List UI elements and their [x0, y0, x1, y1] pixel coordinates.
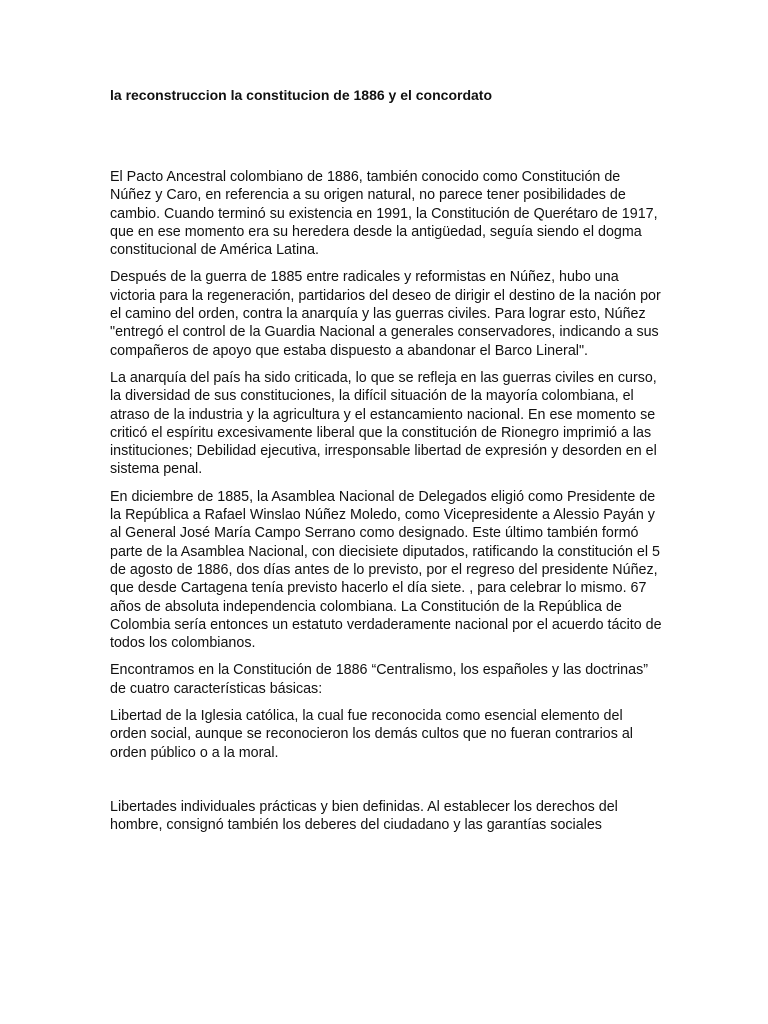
paragraph-guerra-1885: Después de la guerra de 1885 entre radicales y reformistas en Núñez, hubo una victoria para la regeneración, partidarios del deseo de dirigir el destino de la nación por el camino del orden, contra la anarquía y las guerras civiles. Para lograr esto, Núñez "entregó el control de la Guardia Nacional a generales conservadores, indicando a sus compañeros de apoyo que estaba dispuesto a abandonar el Barco Lineral".: [110, 269, 661, 359]
paragraph-anarquia: La anarquía del país ha sido criticada, lo que se refleja en las guerras civiles en curso, la diversidad de sus constituciones, la difícil situación de la mayoría colombiana, el atraso de la industria y la agricultura y el estancamiento nacional. En ese momento se criticó el espíritu excesivamente liberal que la constitución de Rionegro imprimió a las instituciones; Debilidad ejecutiva, irresponsable libertad de expresión y desorden en el sistema penal.: [110, 369, 657, 478]
paragraph-iglesia-catolica: Libertad de la Iglesia católica, la cual fue reconocida como esencial elemento del orden social, aunque se reconocieron los demás cultos que no fueran contrarios al orden público o a la moral.: [110, 708, 633, 761]
paragraph-libertades-individuales: Libertades individuales prácticas y bien definidas. Al establecer los derechos del hombre, consignó también los deberes del ciudadano y las garantías sociales: [110, 798, 618, 834]
document-body: [110, 168, 662, 844]
paragraph-caracteristicas-basicas: Encontramos en la Constitución de 1886 “Centralismo, los españoles y las doctrinas” de cuatro características básicas:: [110, 662, 648, 697]
paragraph-pacto-ancestral: El Pacto Ancestral colombiano de 1886, también conocido como Constitución de Núñez y Caro, en referencia a su origen natural, no parece tener posibilidades de cambio. Cuando terminó su existencia en 1991, la Constitución de Querétaro de 1917, que en ese momento era su heredera desde la antigüedad, seguía siendo el dogma constitucional de América Latina.: [110, 169, 658, 259]
paragraph-asamblea-nacional: En diciembre de 1885, la Asamblea Nacional de Delegados eligió como Presidente de la República a Rafael Winslao Núñez Moledo, como Vicepresidente a Alessio Payán y al General José María Campo Serrano como designado. Este último también formó parte de la Asamblea Nacional, con diecisiete diputados, ratificando la constitución el 5 de agosto de 1886, dos días antes de lo previsto, por el regreso del presidente Núñez, que desde Cartagena tenía previsto hacerlo el día siete. , para celebrar lo mismo. 67 años de absoluta independencia colombiana. La Constitución de la República de Colombia sería entonces un estatuto verdaderamente nacional por el acuerdo tácito de todos los colombianos.: [110, 488, 662, 652]
document-title: la reconstruccion la constitucion de 1886 y el concordato: [110, 87, 492, 103]
